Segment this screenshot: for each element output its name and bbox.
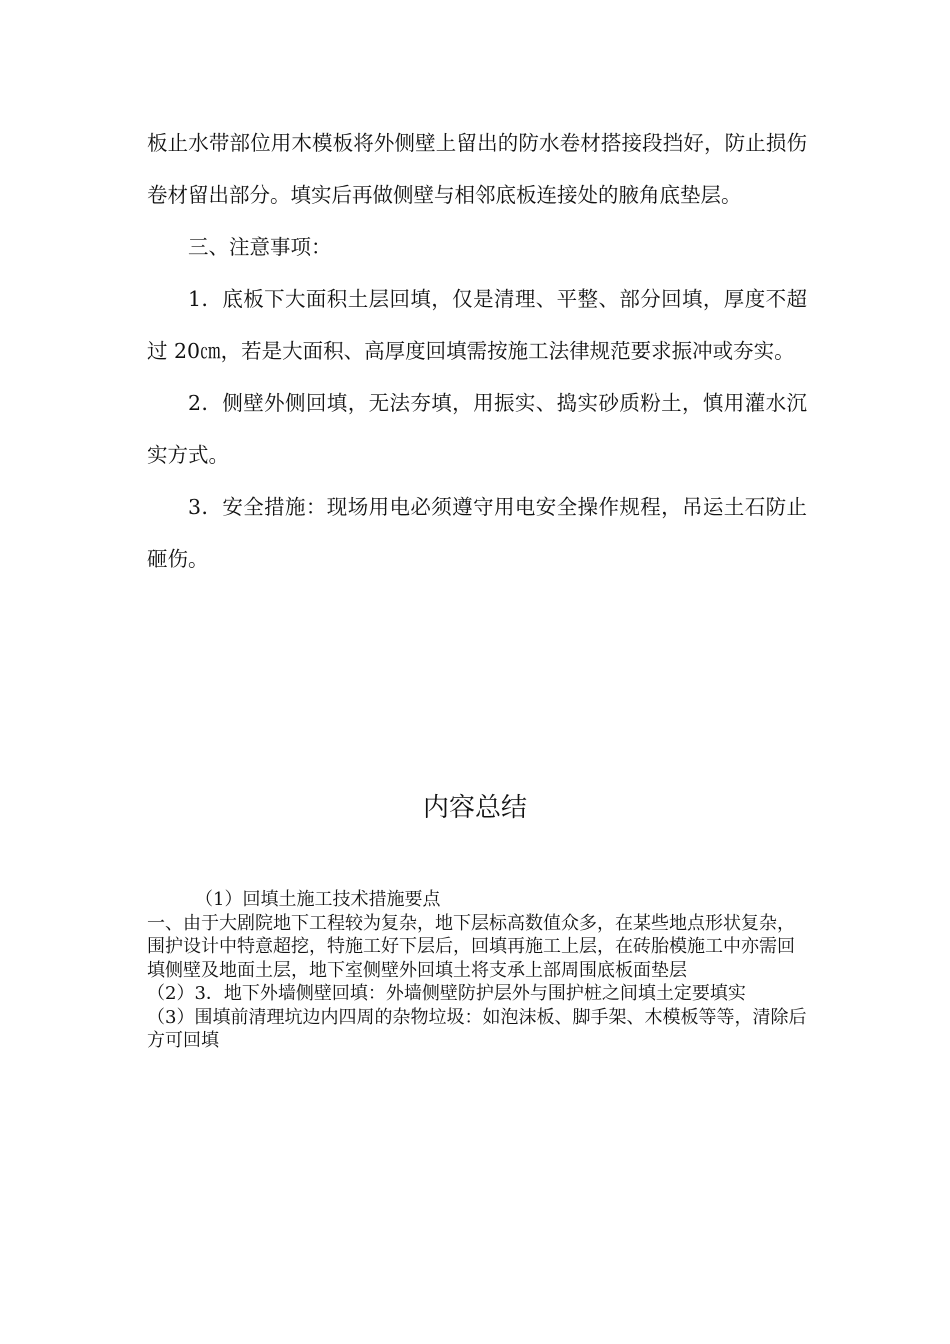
- paragraph-continuation: 板止水带部位用木模板将外侧壁上留出的防水卷材搭接段挡好，防止损伤卷材留出部分。填实后再做侧壁与相邻底板连接处的腋角底垫层。: [147, 131, 807, 207]
- summary-line-3: （2）3．地下外墙侧壁回填：外墙侧壁防护层外与围护桩之间填土定要填实: [147, 983, 746, 1004]
- summary-body: [147, 888, 807, 1053]
- summary-title: 内容总结: [422, 793, 527, 823]
- summary-line-1: （1）回填土施工技术措施要点: [195, 889, 441, 910]
- summary-line-4: （3）围填前清理坑边内四周的杂物垃圾：如泡沫板、脚手架、木模板等等，清除后方可回填: [147, 1006, 807, 1051]
- summary-line-2: 一、由于大剧院地下工程较为复杂，地下层标高数值众多，在某些地点形状复杂，围护设计中特意超挖，特施工好下层后，回填再施工上层，在砖胎模施工中亦需回填侧壁及地面土层，地下室侧壁外回填土将支承上部周围底板面垫层: [147, 912, 795, 981]
- note-item-1: 1．底板下大面积土层回填，仅是清理、平整、部分回填，厚度不超过 20㎝，若是大面积、高厚度回填需按施工法律规范要求振冲或夯实。: [147, 287, 807, 363]
- note-item-2: 2．侧壁外侧回填，无法夯填，用振实、捣实砂质粉土，慎用灌水沉实方式。: [147, 391, 807, 467]
- note-item-3: 3．安全措施：现场用电必须遵守用电安全操作规程，吊运土石防止砸伤。: [147, 495, 807, 571]
- section-heading-notes: 三、注意事项：: [188, 235, 332, 259]
- body-text: [147, 117, 807, 585]
